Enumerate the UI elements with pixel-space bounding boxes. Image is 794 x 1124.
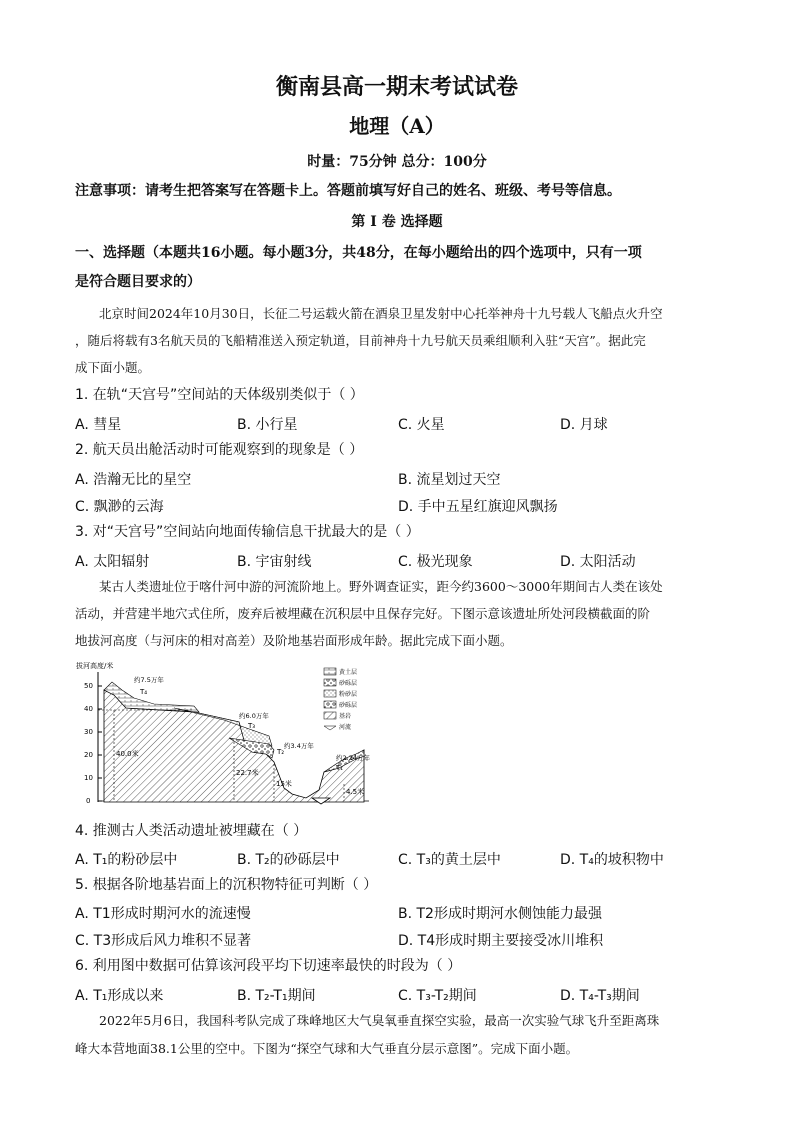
t3-height-label: 22.7米 bbox=[236, 769, 259, 777]
t3-name: T₃ bbox=[248, 722, 256, 730]
question-5-stem: 5. 根据各阶地基岩面上的沉积物特征可判断（ ） bbox=[75, 877, 378, 893]
question-6-option-d[interactable]: D. T₄-T₃期间 bbox=[560, 988, 640, 1004]
question-4-option-c[interactable]: C. T₃的黄土层中 bbox=[398, 852, 501, 868]
t1-age: 约2.24万年 bbox=[336, 754, 370, 762]
question-2-option-b[interactable]: B. 流星划过天空 bbox=[398, 472, 501, 488]
question-4-option-a[interactable]: A. T₁的粉砂层中 bbox=[75, 852, 178, 868]
river-terrace-cross-section-figure bbox=[74, 660, 374, 812]
t3-age: 约6.0万年 bbox=[239, 712, 269, 720]
question-1-option-a[interactable]: A. 彗星 bbox=[75, 417, 122, 433]
legend-item-2: 粉砂层 bbox=[339, 691, 358, 698]
question-6-option-c[interactable]: C. T₃-T₂期间 bbox=[398, 988, 477, 1004]
section1-heading-line1: 一、选择题（本题共16小题。每小题3分，共48分，在每小题给出的四个选项中，只有一项 bbox=[75, 245, 642, 261]
question-6-option-a[interactable]: A. T₁形成以来 bbox=[75, 988, 164, 1004]
question-3-option-d[interactable]: D. 太阳活动 bbox=[560, 554, 636, 570]
y-tick-40: 40 bbox=[84, 705, 93, 713]
y-tick-10: 10 bbox=[84, 774, 93, 782]
y-ticks bbox=[84, 682, 102, 805]
passage2-line2: 活动，并营建半地穴式住所，废弃后被埋藏在沉积层中且保存完好。下图示意该遗址所处河段横截面的阶 bbox=[75, 606, 651, 621]
y-tick-0: 0 bbox=[86, 797, 91, 805]
question-1-option-b[interactable]: B. 小行星 bbox=[237, 417, 298, 433]
question-6-stem: 6. 利用图中数据可估算该河段平均下切速率最快的时段为（ ） bbox=[75, 958, 462, 974]
exam-time-score: 时量：75分钟 总分：100分 bbox=[307, 154, 487, 170]
question-2-option-c[interactable]: C. 飘渺的云海 bbox=[75, 499, 164, 515]
section1-heading-line2: 是符合题目要求的） bbox=[75, 274, 201, 290]
question-2-option-a[interactable]: A. 浩瀚无比的星空 bbox=[75, 472, 192, 488]
passage3-line1: 2022年5月6日，我国科考队完成了珠峰地区大气臭氧垂直探空实验，最高一次实验气球飞升至距离珠 bbox=[99, 1013, 660, 1028]
question-2-stem: 2. 航天员出舱活动时可能观察到的现象是（ ） bbox=[75, 442, 364, 458]
question-4-stem: 4. 推测古人类活动遗址被埋藏在（ ） bbox=[75, 823, 308, 839]
question-5-option-c[interactable]: C. T3形成后风力堆积不显著 bbox=[75, 933, 252, 949]
exam-notice: 注意事项：请考生把答案写在答题卡上。答题前填写好自己的姓名、班级、考号等信息。 bbox=[75, 183, 621, 199]
question-5-option-b[interactable]: B. T2形成时期河水侧蚀能力最强 bbox=[398, 906, 602, 922]
passage2-line3: 地拔河高度（与河床的相对高差）及阶地基岩面形成年龄。据此完成下面小题。 bbox=[75, 633, 513, 648]
question-3-option-b[interactable]: B. 宇宙射线 bbox=[237, 554, 312, 570]
question-4-option-b[interactable]: B. T₂的砂砾层中 bbox=[237, 852, 340, 868]
question-5-option-a[interactable]: A. T1形成时期河水的流速慢 bbox=[75, 906, 251, 922]
passage3-line2: 峰大本营地面38.1公里的空中。下图为“探空气球和大气垂直分层示意图”。完成下面小题。 bbox=[75, 1041, 579, 1056]
question-5-option-d[interactable]: D. T4形成时期主要接受冰川堆积 bbox=[398, 933, 604, 949]
exam-subject: 地理（A） bbox=[349, 114, 445, 138]
legend-item-4: 基岩 bbox=[339, 713, 352, 720]
passage1-line1: 北京时间2024年10月30日，长征二号运载火箭在酒泉卫星发射中心托举神舟十九号载人飞船点火升空 bbox=[99, 306, 663, 321]
t1-height-label: 4.5米 bbox=[346, 788, 365, 796]
t4-age: 约7.5万年 bbox=[134, 676, 164, 684]
t4-name: T₄ bbox=[140, 688, 148, 696]
question-2-option-d[interactable]: D. 手中五星红旗迎风飘扬 bbox=[398, 499, 558, 515]
question-3-option-c[interactable]: C. 极光现象 bbox=[398, 554, 473, 570]
part1-title: 第 I 卷 选择题 bbox=[351, 214, 443, 230]
y-tick-50: 50 bbox=[84, 682, 93, 690]
y-axis-label: 拔河高度/米 bbox=[76, 662, 114, 670]
question-3-option-a[interactable]: A. 太阳辐射 bbox=[75, 554, 150, 570]
passage1-line2: ，随后将载有3名航天员的飞船精准送入预定轨道，目前神舟十九号航天员乘组顺利入驻“天宫”。据此完 bbox=[75, 333, 646, 348]
t2-age: 约3.4万年 bbox=[284, 742, 314, 750]
exam-title: 衡南县高一期末考试试卷 bbox=[275, 74, 518, 100]
t1-name: T₁ bbox=[336, 764, 344, 772]
t2-name: T₂ bbox=[277, 748, 285, 756]
legend-item-0: 黄土层 bbox=[339, 669, 358, 676]
question-1-option-c[interactable]: C. 火星 bbox=[398, 417, 445, 433]
question-4-option-d[interactable]: D. T₄的坡积物中 bbox=[560, 852, 664, 868]
passage2-line1: 某古人类遗址位于喀什河中游的河流阶地上。野外调查证实，距今约3600～3000年期间古人类在该处 bbox=[99, 579, 663, 594]
question-6-option-b[interactable]: B. T₂-T₁期间 bbox=[237, 988, 316, 1004]
figure-legend bbox=[324, 668, 357, 731]
question-3-stem: 3. 对“天宫号”空间站向地面传输信息干扰最大的是（ ） bbox=[75, 524, 420, 540]
question-1-option-d[interactable]: D. 月球 bbox=[560, 417, 608, 433]
question-1-stem: 1. 在轨“天宫号”空间站的天体级别类似于（ ） bbox=[75, 387, 364, 403]
y-tick-30: 30 bbox=[84, 728, 93, 736]
t4-height-label: 40.0米 bbox=[116, 750, 139, 758]
passage1-line3: 成下面小题。 bbox=[75, 360, 151, 375]
y-tick-20: 20 bbox=[84, 751, 93, 759]
legend-item-3: 砂砾层 bbox=[339, 702, 358, 709]
legend-item-5: 河流 bbox=[339, 724, 352, 731]
t2-height-label: 15米 bbox=[276, 780, 292, 788]
legend-item-1: 砂砾层 bbox=[339, 680, 358, 687]
